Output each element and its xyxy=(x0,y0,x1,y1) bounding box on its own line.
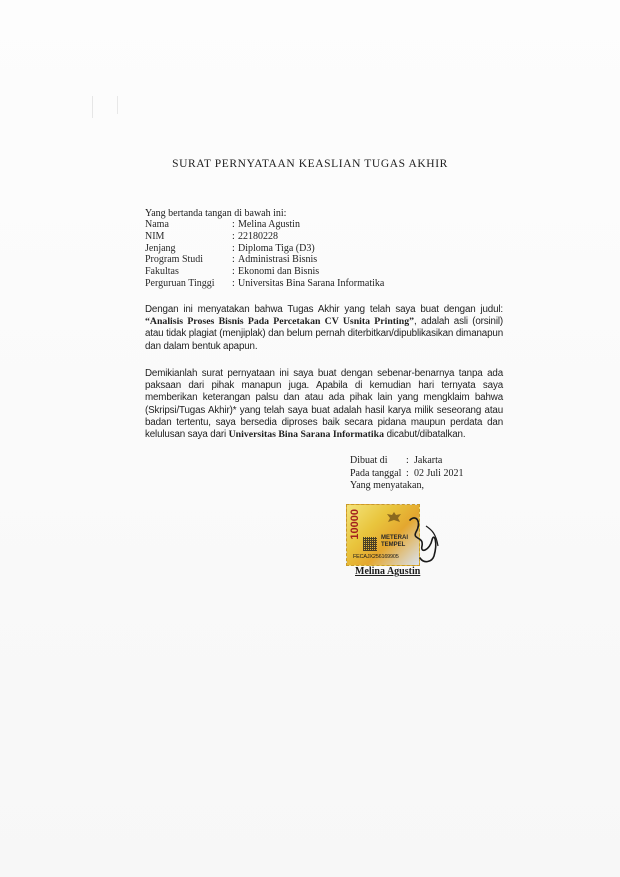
document-title: SURAT PERNYATAAN KEASLIAN TUGAS AKHIR xyxy=(172,158,448,170)
date-row xyxy=(350,468,463,481)
university-name: Universitas Bina Sarana Informatika xyxy=(228,429,384,441)
stamp-area xyxy=(342,500,442,572)
paragraph-text: Demikianlah surat pernyataan ini saya buat dengan sebenar-benarnya tanpa ada paksaan dari pihak manapun juga. Apabila di kemudian hari ternyata saya memberikan keterangan palsu dan atau ada pihak lain yang mengklaim bahwa (Skripsi/Tugas Akhir)* yang telah saya buat adalah hasil karya milik seseorang atau badan tertentu, saya bersedia diproses baik secara pidana maupun perdata dan kelulusan saya dari xyxy=(145,368,503,441)
field-row-jenjang xyxy=(145,243,384,255)
field-separator: : xyxy=(232,230,235,242)
field-separator: : xyxy=(232,266,235,278)
date-label: Pada tanggal xyxy=(350,467,402,479)
field-label: Jenjang xyxy=(145,242,176,254)
place-label: Dibuat di xyxy=(350,455,388,466)
materai-amount: 10000 xyxy=(349,509,361,540)
field-value: Diploma Tiga (D3) xyxy=(238,242,315,254)
materai-serial: FECAJX256169905 xyxy=(353,554,399,560)
field-row-nim xyxy=(145,231,384,243)
scan-artifact xyxy=(92,96,123,118)
paragraph-text: , adalah asli (orsinil) atau tidak plagiat (menjiplak) dan belum pernah diterbitkan/dipublikasikan dimanapun dan dalam bentuk apapun. xyxy=(145,316,504,352)
field-separator: : xyxy=(232,254,235,266)
field-label: Program Studi xyxy=(145,254,204,266)
field-value: Universitas Bina Sarana Informatika xyxy=(238,277,385,289)
field-value: 22180228 xyxy=(238,230,278,242)
field-row-perguruan-tinggi xyxy=(145,278,384,290)
qr-code-icon xyxy=(363,537,377,551)
signature-icon xyxy=(402,512,442,570)
field-separator: : xyxy=(232,277,235,289)
identity-table xyxy=(145,219,384,290)
signing-block xyxy=(350,455,463,493)
date-value: 02 Juli 2021 xyxy=(414,467,464,479)
field-separator: : xyxy=(232,219,235,230)
field-row-program-studi xyxy=(145,254,384,266)
field-label: NIM xyxy=(145,230,165,242)
paragraph-text: Dengan ini menyatakan bahwa Tugas Akhir yang telah saya buat dengan judul: xyxy=(145,304,503,315)
place-value: Jakarta xyxy=(414,455,443,466)
field-value: Melina Agustin xyxy=(238,219,300,230)
signer-name: Melina Agustin xyxy=(355,566,421,577)
date-separator: : xyxy=(406,467,409,479)
materai-label: METERAI TEMPEL xyxy=(381,535,408,548)
declaration-paragraph xyxy=(145,368,503,441)
place-separator: : xyxy=(406,455,409,466)
statement-paragraph xyxy=(145,304,503,353)
field-value: Ekonomi dan Bisnis xyxy=(238,266,320,278)
garuda-emblem-icon xyxy=(385,511,403,525)
field-label: Nama xyxy=(145,219,169,230)
field-label: Fakultas xyxy=(145,266,179,278)
intro-text: Yang bertanda tangan di bawah ini: xyxy=(145,208,287,219)
field-separator: : xyxy=(232,242,235,254)
thesis-title: “Analisis Proses Bisnis Pada Percetakan CV Usnita Printing” xyxy=(145,316,415,328)
paragraph-text: dicabut/dibatalkan. xyxy=(384,429,466,441)
place-row xyxy=(350,455,463,468)
field-label: Perguruan Tinggi xyxy=(145,277,215,289)
field-row-nama xyxy=(145,219,384,231)
closing-text: Yang menyatakan, xyxy=(350,480,424,491)
field-value: Administrasi Bisnis xyxy=(238,254,318,266)
field-row-fakultas xyxy=(145,266,384,278)
